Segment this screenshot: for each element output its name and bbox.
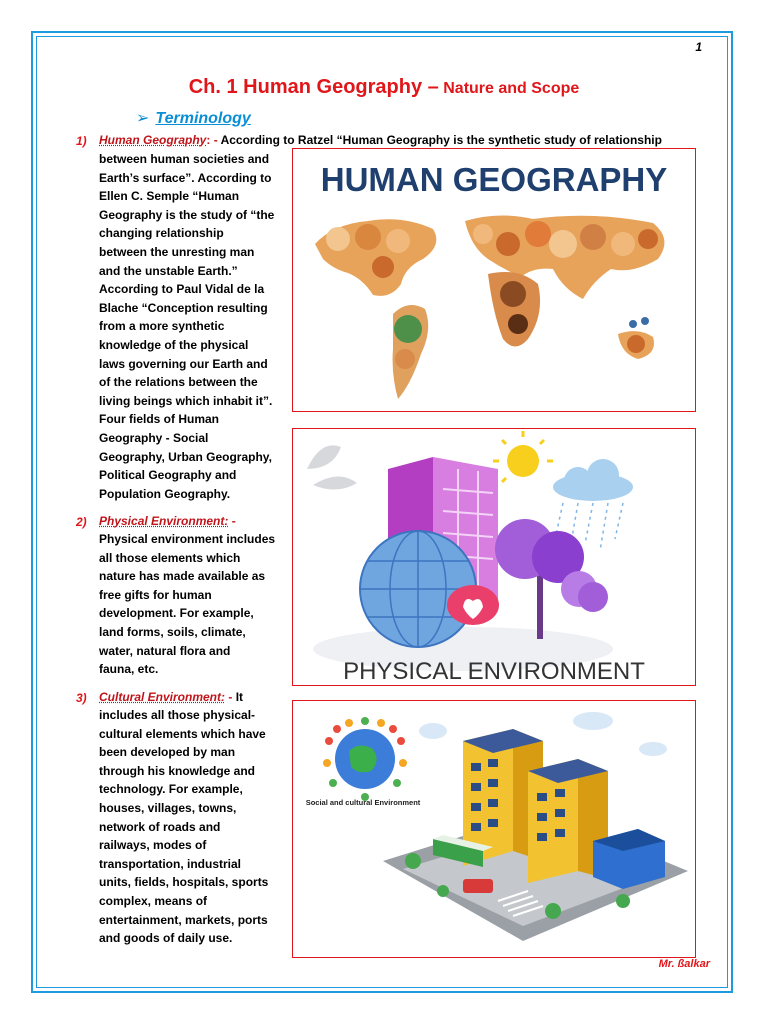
item-3-line: includes all those physical- bbox=[99, 708, 256, 722]
item-3-line: transportation, industrial bbox=[99, 856, 242, 871]
item-3-first-line bbox=[99, 688, 289, 707]
page-number: 1 bbox=[695, 40, 702, 54]
item-1-line: Four fields of Human bbox=[99, 412, 219, 427]
item-3-line: through his knowledge and bbox=[99, 763, 255, 778]
item-1-line: of the relations between the bbox=[99, 375, 258, 390]
item-2-line: free gifts for human bbox=[99, 587, 212, 602]
item-1-line: Geography - Social bbox=[99, 430, 209, 445]
heart-icon bbox=[447, 585, 499, 625]
page-title bbox=[0, 76, 768, 99]
item-1-line: from a more synthetic bbox=[99, 319, 225, 334]
item-2-body bbox=[99, 530, 289, 679]
map-title: HUMAN GEOGRAPHY bbox=[320, 161, 668, 198]
item-3-line: and goods of daily use. bbox=[99, 931, 233, 946]
item-2-separator: - bbox=[228, 514, 236, 528]
item-1-line: living beings which inhabit it”. bbox=[99, 393, 273, 408]
item-1-body bbox=[99, 150, 289, 503]
item-1-term: Human Geography bbox=[99, 133, 207, 147]
people-globe-icon bbox=[323, 717, 407, 801]
item-2-term: Physical Environment: bbox=[99, 514, 229, 528]
item-3-line: technology. For example, bbox=[99, 782, 243, 797]
world-map-illustration bbox=[315, 215, 664, 399]
item-3-first-word: It bbox=[235, 690, 244, 704]
item-1-line: Population Geography. bbox=[99, 486, 231, 501]
arrow-bullet-icon: ➢ bbox=[136, 110, 150, 127]
item-3-separator: - bbox=[225, 690, 233, 704]
item-1-line: changing relationship bbox=[99, 226, 224, 241]
title-main: Ch. 1 Human Geography – bbox=[188, 76, 439, 98]
item-1-line: Geography, Urban Geography, bbox=[99, 449, 272, 464]
item-number-2: 2) bbox=[76, 515, 87, 529]
section-heading-text: Terminology bbox=[155, 110, 251, 127]
physical-environment-image bbox=[292, 428, 696, 686]
physical-environment-illustration bbox=[293, 429, 695, 685]
item-1-line: Geography is the study of “the bbox=[99, 207, 275, 222]
item-1-line-0: According to Ratzel “Human Geography is the synthetic study of relationship bbox=[220, 133, 662, 147]
item-2-line: development. For example, bbox=[99, 606, 254, 621]
cultural-environment-illustration bbox=[306, 712, 688, 941]
item-1-line: Earth’s surface”. According to bbox=[99, 170, 272, 185]
item-1-line: between human societies and bbox=[99, 152, 270, 166]
item-1-first-line bbox=[99, 131, 699, 150]
item-3-body bbox=[99, 706, 289, 948]
item-3-line: railways, modes of bbox=[99, 838, 207, 853]
item-1-line: Blache “Conception resulting bbox=[99, 300, 268, 315]
title-sub: Nature and Scope bbox=[443, 80, 580, 97]
item-1-separator: : - bbox=[206, 133, 218, 147]
item-1-line: knowledge of the physical bbox=[99, 337, 249, 352]
item-1-line: between the unresting man bbox=[99, 244, 255, 259]
item-3-line: entertainment, markets, ports bbox=[99, 912, 268, 927]
human-geography-image bbox=[292, 148, 696, 412]
section-heading bbox=[136, 108, 251, 128]
cultural-environment-caption: Social and cultural Environment bbox=[305, 798, 421, 807]
cultural-environment-image bbox=[292, 700, 696, 958]
item-3-line: units, fields, hospitals, sports bbox=[99, 875, 269, 890]
physical-environment-caption: PHYSICAL ENVIRONMENT bbox=[343, 658, 645, 685]
item-number-1: 1) bbox=[76, 134, 87, 148]
item-2-line: all those elements which bbox=[99, 550, 241, 565]
item-2-line: Physical environment includes bbox=[99, 532, 276, 546]
item-3-line: houses, villages, towns, bbox=[99, 800, 237, 815]
item-3-term: Cultural Environment: bbox=[99, 690, 226, 704]
item-3-line: complex, means of bbox=[99, 893, 208, 908]
item-2-line: land forms, soils, climate, bbox=[99, 624, 246, 639]
item-3-line: been developed by man bbox=[99, 745, 236, 760]
item-1-line: According to Paul Vidal de la bbox=[99, 282, 265, 297]
item-2-first-line bbox=[99, 512, 289, 531]
item-1-line: laws governing our Earth and bbox=[99, 356, 268, 371]
item-3-line: cultural elements which have bbox=[99, 726, 266, 741]
item-3-line: network of roads and bbox=[99, 819, 221, 834]
item-2-line: nature has made available as bbox=[99, 569, 266, 584]
author-signature: Mr. ßalkar bbox=[658, 958, 710, 970]
item-2-line: water, natural flora and bbox=[99, 643, 231, 658]
item-number-3: 3) bbox=[76, 691, 87, 705]
car-icon bbox=[463, 879, 493, 893]
item-1-line: and the unstable Earth.” bbox=[99, 263, 238, 278]
item-1-line: Ellen C. Semple “Human bbox=[99, 189, 240, 204]
item-1-line: Political Geography and bbox=[99, 468, 237, 483]
item-2-line: fauna, etc. bbox=[99, 662, 159, 677]
